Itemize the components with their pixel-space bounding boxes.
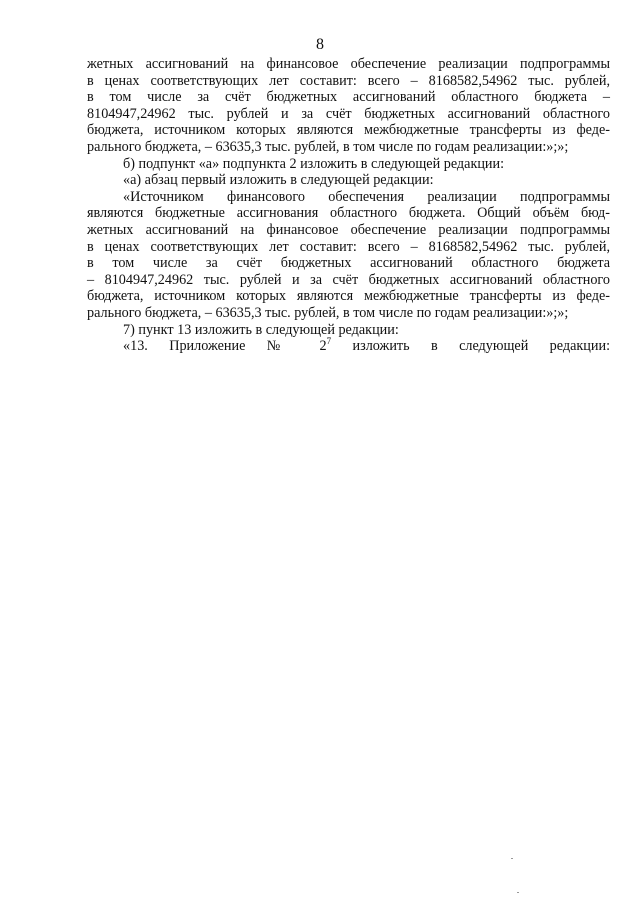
last-text-line	[87, 338, 610, 355]
text-line: в том числе за счёт бюджетных ассигнований областного бюджета –	[87, 89, 610, 106]
last-line-after: изложить в следующей редакции:	[331, 338, 611, 355]
page-number: 8	[316, 36, 324, 53]
text-line: рального бюджета, – 63635,3 тыс. рублей, в том числе по годам реализации:»;»;	[87, 138, 569, 155]
text-line: «а) абзац первый изложить в следующей редакции:	[123, 172, 434, 189]
text-line: жетных ассигнований на финансовое обеспечение реализации подпрограммы	[87, 56, 610, 72]
text-line: бюджета, источником которых являются межбюджетные трансферты из феде-	[87, 288, 610, 305]
scan-speck	[511, 858, 513, 859]
text-line: – 8104947,24962 тыс. рублей и за счёт бюджетных ассигнований областного	[87, 271, 610, 288]
document-body	[87, 56, 610, 355]
text-line: рального бюджета, – 63635,3 тыс. рублей, в том числе по годам реализации:»;»;	[87, 304, 569, 321]
text-line: являются бюджетные ассигнования областного бюджета. Общий объём бюд-	[87, 205, 610, 222]
text-line: в том числе за счёт бюджетных ассигнований областного бюджета	[87, 255, 610, 272]
superscript: 7	[326, 336, 332, 347]
text-line: жетных ассигнований на финансовое обеспечение реализации подпрограммы	[87, 221, 610, 238]
text-line: в ценах соответствующих лет составит: всего – 8168582,54962 тыс. рублей,	[87, 238, 610, 255]
text-line: бюджета, источником которых являются межбюджетные трансферты из феде-	[87, 122, 610, 139]
last-line-before: «13. Приложение № 2	[123, 338, 327, 355]
text-line: в ценах соответствующих лет составит: всего – 8168582,54962 тыс. рублей,	[87, 72, 610, 89]
text-line: «Источником финансового обеспечения реализации подпрограммы	[123, 188, 610, 205]
text-line: б) подпункт «а» подпункта 2 изложить в следующей редакции:	[123, 155, 505, 172]
scan-speck	[517, 892, 519, 893]
text-line: 7) пункт 13 изложить в следующей редакции:	[123, 321, 399, 338]
text-line: 8104947,24962 тыс. рублей и за счёт бюджетных ассигнований областного	[87, 105, 610, 122]
